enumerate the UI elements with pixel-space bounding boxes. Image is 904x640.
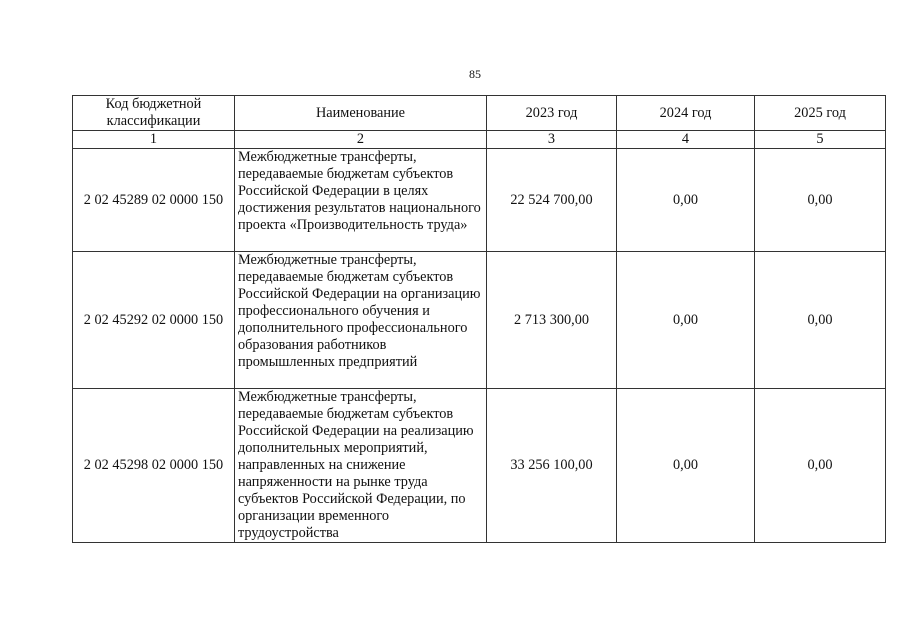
row-name: Межбюджетные трансферты, передаваемые бюджетам субъектов Российской Федерации на организацию профессионального обучения и дополнительного профессионального образования работников промышленных предприятий xyxy=(235,252,487,389)
header-2025: 2025 год xyxy=(755,96,886,131)
column-number: 4 xyxy=(617,131,755,149)
row-value-2023: 2 713 300,00 xyxy=(487,252,617,389)
header-code: Код бюджетной классификации xyxy=(73,96,235,131)
header-2024: 2024 год xyxy=(617,96,755,131)
row-code: 2 02 45292 02 0000 150 xyxy=(73,252,235,389)
row-name: Межбюджетные трансферты, передаваемые бюджетам субъектов Российской Федерации на реализацию дополнительных мероприятий, направленных на снижение напряженности на рынке труда субъектов Российской Федерации, по организации временного трудоустройства xyxy=(235,389,487,543)
header-name: Наименование xyxy=(235,96,487,131)
row-value-2025: 0,00 xyxy=(755,389,886,543)
header-2023: 2023 год xyxy=(487,96,617,131)
row-value-2023: 22 524 700,00 xyxy=(487,149,617,252)
table-header-row xyxy=(73,96,886,131)
table-row xyxy=(73,149,886,252)
budget-table xyxy=(72,95,886,543)
column-number: 3 xyxy=(487,131,617,149)
row-value-2025: 0,00 xyxy=(755,252,886,389)
row-code: 2 02 45298 02 0000 150 xyxy=(73,389,235,543)
row-value-2023: 33 256 100,00 xyxy=(487,389,617,543)
row-name: Межбюджетные трансферты, передаваемые бюджетам субъектов Российской Федерации в целях достижения результатов национального проекта «Производительность труда» xyxy=(235,149,487,252)
row-code: 2 02 45289 02 0000 150 xyxy=(73,149,235,252)
row-value-2024: 0,00 xyxy=(617,389,755,543)
row-value-2024: 0,00 xyxy=(617,149,755,252)
column-number: 1 xyxy=(73,131,235,149)
column-number-row xyxy=(73,131,886,149)
column-number: 2 xyxy=(235,131,487,149)
table-row xyxy=(73,389,886,543)
row-value-2025: 0,00 xyxy=(755,149,886,252)
table-row xyxy=(73,252,886,389)
page-number: 85 xyxy=(469,67,481,81)
row-value-2024: 0,00 xyxy=(617,252,755,389)
column-number: 5 xyxy=(755,131,886,149)
